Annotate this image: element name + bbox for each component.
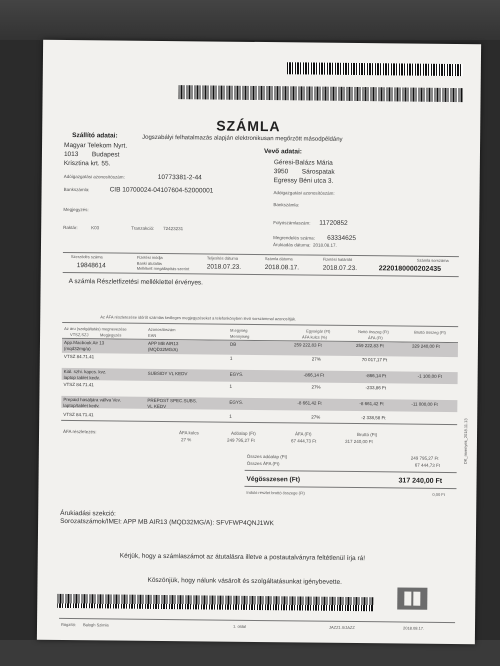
vat-note: Az ÁFA részletezése időrőt számlás kedleges megjegyzéseket a telefonkönyben lévő sorszámmal azonosítják. (100, 314, 297, 322)
meta-perf-value: 2018.07.23. (206, 263, 242, 271)
footer-page: 1. oldal (232, 623, 246, 629)
logo-bar (404, 592, 411, 606)
item-vtsz: VTSZ 84.71.41 (63, 381, 94, 388)
background-top (0, 0, 500, 40)
item-name: Kiál. szhi. kapcs. kvz. laptop tablet kedv. (63, 368, 107, 380)
buyer-tax-label: Adóigazgatási azonosítószám: (273, 190, 335, 196)
item-qty: 1 (229, 413, 232, 419)
supplier-trans-label: Tranzakció: (131, 225, 155, 231)
meta-payment-sub: Banki átutalás Mellékelt megállapítás szerint (136, 260, 190, 272)
footer-issuer-value: Balogh Szimia (83, 622, 109, 628)
vat-summary-rate: 27 % (180, 437, 192, 443)
item-vat: 70 017,17 Ft (361, 357, 388, 363)
item-vtsz: VTSZ 84.71.41 (63, 411, 94, 418)
item-code: APP MB AIR13 (MQD32MG/A) (147, 340, 179, 352)
vat-summary-vat-head: ÁFA (Ft) (295, 431, 312, 437)
buyer-offer-label: Árukiadás dátuma: (272, 242, 311, 248)
meta-date-label: Számla dátuma (264, 256, 293, 262)
side-code: DK_mvenyek_2018.11.13 (462, 418, 469, 465)
meta-due-label: Fizetési határidő (322, 256, 353, 262)
item-name: Prepaid hasáljára vállva Vev. laptop/tablet kedv. (63, 396, 121, 408)
supplier-bank-label: Bankszámla: (63, 186, 90, 193)
meta-perf-label: Teljesítés dátuma (206, 255, 239, 261)
invoice-subtitle: Jogszabályi felhatalmazás alapján elektronikusan megőrzött másodpéldány (142, 134, 343, 143)
th-unit-price: Egységár (Ft) (306, 328, 331, 334)
supplier-city: Budapest (91, 151, 120, 159)
th-vat-rate: ÁFA kulcs (%) (302, 334, 327, 340)
total-vat-label: Összes ÁFA (Ft) (246, 460, 280, 467)
th-gross: Bruttó összeg (Ft) (414, 329, 446, 335)
item-qty: 1 (229, 383, 233, 389)
meta-number-value: 2220180000202435 (378, 265, 442, 273)
supplier-tax-label: Adóigazgatási azonosítószám: (63, 173, 125, 180)
supplier-store-label: Raktár: (63, 224, 78, 231)
th-note: Megjegyzés (100, 332, 122, 338)
footer-thanks: Köszönjük, hogy nálunk vásárolt és szolgáltatásunkat igénybevette. (147, 576, 342, 586)
buyer-street: Egressy Béni utca 3. (273, 177, 334, 185)
meta-number-label: Számla sorszáma (416, 257, 449, 263)
prepaid-label: Induló részlet bruttó összege (Ft) (246, 489, 305, 496)
vat-summary-gross: 317 240,00 Ft (344, 438, 373, 445)
supplier-zip: 1013 (63, 150, 79, 159)
buyer-order-label: Megrendelés száma: (273, 235, 315, 241)
vat-summary-rate-head: ÁFA kulcs (179, 430, 199, 436)
barcode-top (287, 62, 463, 76)
meta-contract-label: Szerződés száma (70, 254, 103, 260)
vat-summary-base: 249 795,27 Ft (226, 437, 255, 443)
total-final-label: Végösszesen (Ft) (246, 475, 301, 484)
item-unit-price: -8 661,42 Ft (297, 400, 322, 406)
valid-note: A számla Részletfizetési melléklettel érvényes. (68, 278, 204, 287)
supplier-store-value: K03 (91, 225, 100, 231)
supplier-bank-value: CIB 10700024-04107604-52000001 (109, 186, 214, 195)
background-bottom (0, 640, 500, 666)
item-code: PREPOST SPEC.SUBS. VL KEDV (147, 397, 198, 409)
footer-line (59, 618, 455, 623)
th-vtsz: VTSZ,SZJ (70, 332, 89, 338)
total-vat-value: 67 444,73 Ft (414, 462, 441, 468)
item-net: 259 222,83 Ft (355, 343, 384, 349)
supplier-heading: Szállító adatai: (72, 132, 118, 140)
item-unit: EGYS. (229, 371, 244, 377)
item-vtsz: VTSZ 84.71.41 (63, 353, 95, 360)
total-net-label: Összes adóalap (Ft) (246, 453, 288, 460)
barcode-main (179, 85, 463, 102)
th-id: Azonosítószám (148, 326, 176, 333)
total-final-value: 317 240,00 Ft (398, 477, 443, 485)
item-qty: 1 (229, 355, 233, 361)
supplier-trans-value: 72423231 (163, 225, 184, 232)
vat-summary-label: ÁFA részletezés: (63, 428, 97, 435)
prepaid-value: 0,00 Ft (432, 491, 445, 497)
buyer-customer-value: 11720852 (319, 219, 348, 227)
vat-summary-base-head: Adóalap (Ft) (231, 430, 256, 436)
buyer-customer-label: Folyószámlaszám: (273, 220, 311, 226)
footer-issuer-label: Rögzítő: (61, 621, 76, 628)
items-bottom-line (61, 420, 457, 425)
logo-bar (413, 592, 420, 606)
th-qty: Mennyiség (230, 333, 250, 339)
meta-date-value: 2018.08.17. (264, 264, 300, 272)
vat-summary-gross-head: Bruttó (Ft) (357, 432, 378, 438)
footer-code: JAZZ1.0/JAZZ (328, 624, 355, 631)
item-unit: DB (229, 341, 237, 347)
invoice-title: SZÁMLA (216, 117, 281, 135)
item-net: -8 661,42 Ft (359, 401, 384, 407)
supplier-tax-value: 10773381-2-44 (157, 173, 202, 182)
item-gross: 329 240,00 Ft (411, 343, 440, 349)
buyer-order-value: 63334625 (327, 234, 357, 243)
delivery-line-2: Sorozatszámok/IMEI: APP MB AIR13 (MQD32MG/A): SFVFWP4QNJ1WK (60, 517, 274, 528)
footer-date: 2018.08.17. (402, 625, 425, 631)
item-unit-price: -866,14 Ft (303, 372, 325, 378)
buyer-city: Sárospatak (301, 168, 335, 176)
invoice-paper (37, 40, 481, 645)
buyer-zip: 3950 (273, 168, 289, 176)
item-vat-pct: 27% (311, 356, 321, 362)
item-row-bg (62, 368, 458, 384)
total-net-value: 249 795,27 Ft (410, 455, 439, 461)
totals-line (245, 470, 457, 473)
item-vat-pct: 27% (311, 414, 321, 420)
footer-ask: Kérjük, hogy a számlaszámot az átutalásra illetve a postautalványra feltétlenül írja rá! (119, 552, 366, 563)
buyer-offer-value: 2018.08.17. (312, 242, 337, 248)
delivery-line-1: Árukiadási szekció: (60, 509, 116, 518)
telekom-logo (397, 587, 427, 609)
th-name: Az áru (szolgáltatás) megnevezése (64, 325, 127, 332)
supplier-name: Magyar Telekom Nyrt. (64, 141, 128, 150)
item-unit-price: 259 222,83 Ft (293, 342, 322, 348)
item-row-bg (62, 339, 458, 357)
th-ean: EAN (148, 332, 157, 338)
meta-contract-value: 19848614 (76, 262, 106, 270)
th-net: Nettó összeg (Ft) (358, 329, 389, 335)
item-vat-pct: 27% (311, 384, 321, 390)
item-vat: -233,86 Ft (365, 385, 387, 391)
barcode-bottom (57, 594, 373, 611)
item-vat: -2 338,58 Ft (361, 415, 386, 421)
vat-summary-vat: 67 444,73 Ft (290, 438, 317, 444)
item-code: SUBSIDY VL KEDV (147, 370, 188, 377)
meta-payment-label: Fizetési módja (136, 254, 163, 260)
meta-due-value: 2018.07.23. (322, 264, 358, 273)
item-net: -866,14 Ft (365, 373, 387, 379)
supplier-street: Krisztina krt. 55. (63, 159, 111, 168)
buyer-bank-label: Bankszámla: (273, 202, 300, 208)
item-gross: -11 000,00 Ft (411, 401, 438, 407)
item-unit: EGYS. (229, 399, 244, 405)
item-name: App.Macbook Air 13 (mqd32mg/a) (63, 339, 105, 351)
buyer-name: Géresi-Balázs Mária (273, 159, 333, 167)
supplier-note-label: Megjegyzés: (63, 206, 89, 213)
th-vat: ÁFA (Ft) (368, 335, 383, 341)
th-unit: M.egység (230, 327, 248, 333)
item-gross: -1 100,00 Ft (417, 373, 442, 379)
buyer-heading: Vevő adatai: (263, 148, 302, 156)
